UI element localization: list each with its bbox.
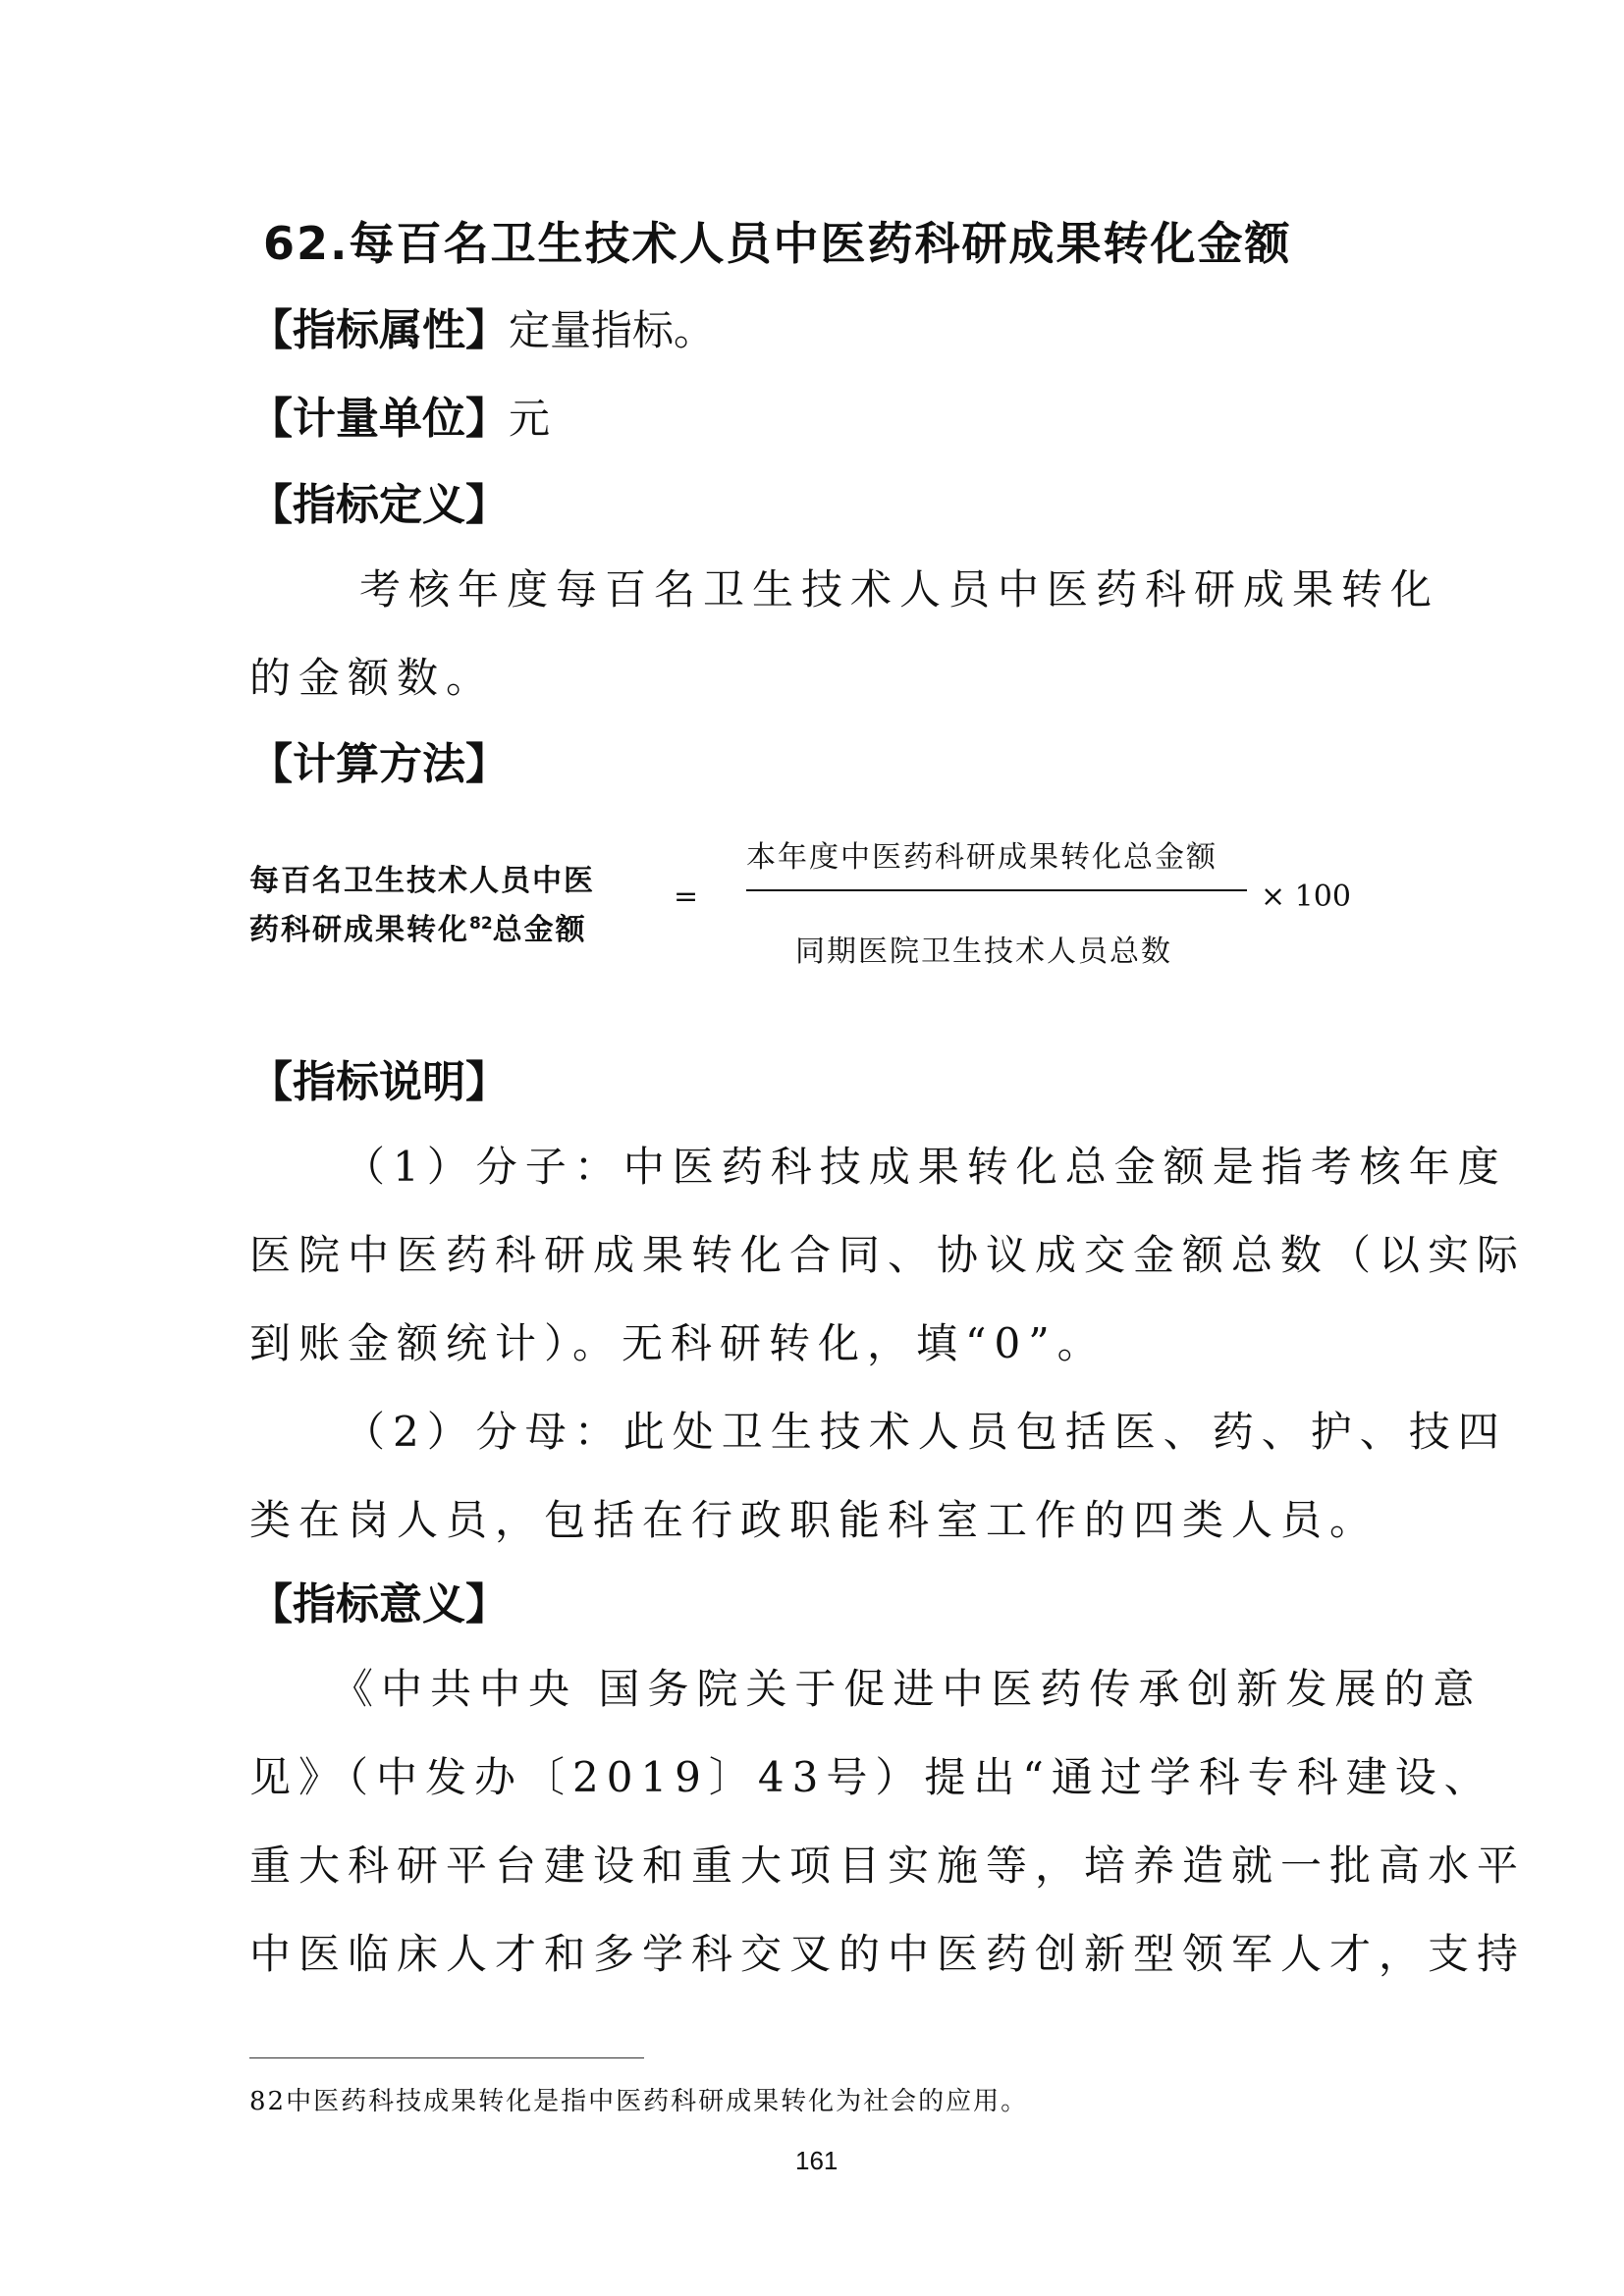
- attribute-value: 定量指标。: [509, 306, 716, 354]
- fraction-line: [746, 889, 1247, 891]
- formula-left-line-1: 每百名卫生技术人员中医: [249, 864, 595, 898]
- attribute-label: 【指标属性】: [249, 305, 509, 355]
- formula-multiplier: × 100: [1261, 880, 1351, 914]
- unit-row: [249, 383, 550, 446]
- significance-line-2: 见》（中发办〔2019〕43号）提出“通过学科专科建设、: [249, 1753, 1493, 1801]
- formula-left-tail: 总金额: [492, 913, 587, 947]
- footnote-ref: 82: [469, 914, 493, 934]
- page-title: 62.每百名卫生技术人员中医药科研成果转化金额: [263, 217, 1292, 270]
- unit-label: 【计量单位】: [249, 394, 509, 444]
- formula-numerator: 本年度中医药科研成果转化总金额: [746, 840, 1218, 875]
- significance-line-3: 重大科研平台建设和重大项目实施等，培养造就一批高水平: [249, 1842, 1527, 1890]
- significance-heading: 【指标意义】: [249, 1579, 509, 1629]
- definition-heading: 【指标定义】: [249, 480, 509, 530]
- footnote: 82中医药科技成果转化是指中医药科研成果转化为社会的应用。: [249, 2087, 1029, 2116]
- formula-left-line-2: [249, 905, 587, 948]
- formula-left-text: 药科研成果转化: [249, 913, 469, 947]
- definition-line-1: 考核年度每百名卫生技术人员中医药科研成果转化: [359, 565, 1440, 614]
- formula-denominator: 同期医院卫生技术人员总数: [795, 934, 1172, 969]
- significance-line-1: 《中共中央 国务院关于促进中医药传承创新发展的意: [332, 1665, 1483, 1713]
- explanation-line-3: 到账金额统计）。无科研转化，填“0”。: [249, 1319, 1107, 1367]
- significance-line-4: 中医临床人才和多学科交叉的中医药创新型领军人才，支持: [249, 1930, 1527, 1978]
- page-number: 161: [795, 2146, 839, 2175]
- explanation-line-2: 医院中医药科研成果转化合同、协议成交金额总数（以实际: [249, 1231, 1527, 1279]
- method-heading: 【计算方法】: [249, 739, 509, 789]
- footnote-rule: [249, 2057, 644, 2058]
- explanation-heading: 【指标说明】: [249, 1057, 509, 1107]
- formula-equals: =: [674, 880, 699, 914]
- explanation-line-1: （1）分子：中医药科技成果转化总金额是指考核年度: [344, 1143, 1507, 1191]
- attribute-row: [249, 294, 715, 357]
- definition-line-2: 的金额数。: [249, 654, 496, 702]
- unit-value: 元: [509, 395, 551, 443]
- explanation-line-5: 类在岗人员，包括在行政职能科室工作的四类人员。: [249, 1496, 1380, 1544]
- explanation-line-4: （2）分母：此处卫生技术人员包括医、药、护、技四: [344, 1408, 1507, 1456]
